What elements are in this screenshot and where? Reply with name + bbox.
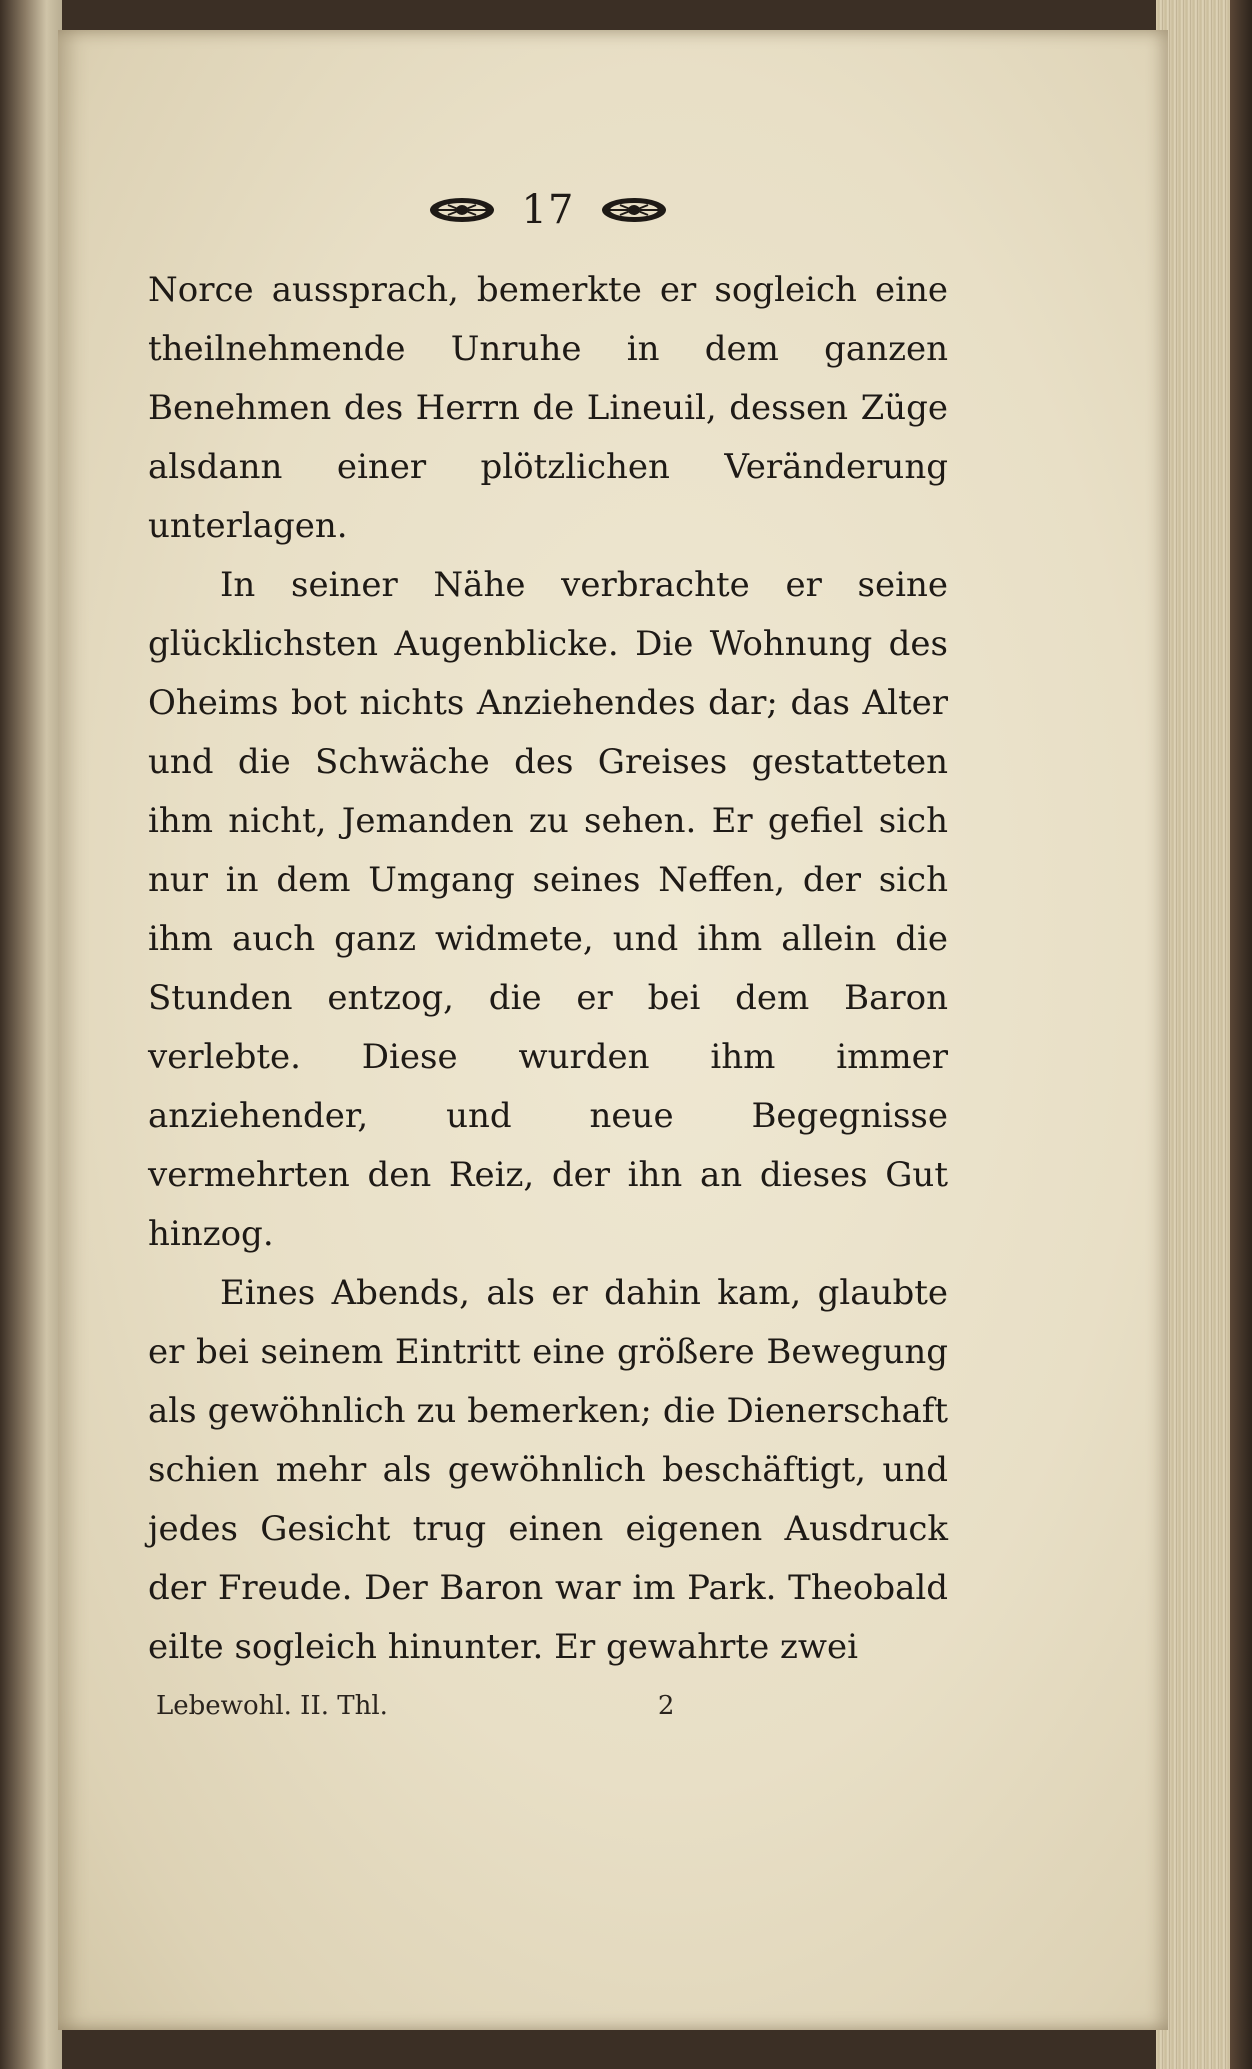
page-footer [148,1691,948,1721]
paragraph-1: Norce aussprach, bemerkte er sogleich eine theilnehmende Unruhe in dem ganzen Benehmen des Herrn de Lineuil, dessen Züge alsdann einer plötzlichen Veränderung unterlagen. [148,270,948,546]
paragraph-2: In seiner Nähe verbrachte er seine glücklichsten Augenblicke. Die Wohnung des Oheims bot nichts Anziehendes dar; das Alter und die Schwäche des Greises gestatteten ihm nicht, Jemanden zu sehen. Er gefiel sich nur in dem Umgang seines Neffen, der sich ihm auch ganz widmete, und ihm allein die Stunden entzog, die er bei dem Baron verlebte. Diese wurden ihm immer anziehender, und neue Begegnisse vermehrten den Reiz, der ihn an dieses Gut hinzog. [148,565,948,1254]
signature-title: Lebewohl. II. Thl. [156,1691,388,1721]
page-header [148,175,948,245]
page-content [148,175,948,1721]
paragraph-3: Eines Abends, als er dahin kam, glaubte er bei seinem Eintritt eine größere Bewegung als gewöhnlich zu bemerken; die Dienerschaft schien mehr als gewöhnlich beschäftigt, und jedes Gesicht trug einen eigenen Ausdruck der Freude. Der Baron war im Park. Theobald eilte sogleich hinunter. Er gewahrte zwei [148,1273,948,1667]
page-number: 17 [521,187,575,233]
book-cover-edge [1230,0,1252,2069]
signature-number: 2 [657,1691,675,1721]
previous-page-edge [0,0,62,2069]
rosette-ornament-left-icon [428,195,496,225]
rosette-ornament-right-icon [600,195,668,225]
